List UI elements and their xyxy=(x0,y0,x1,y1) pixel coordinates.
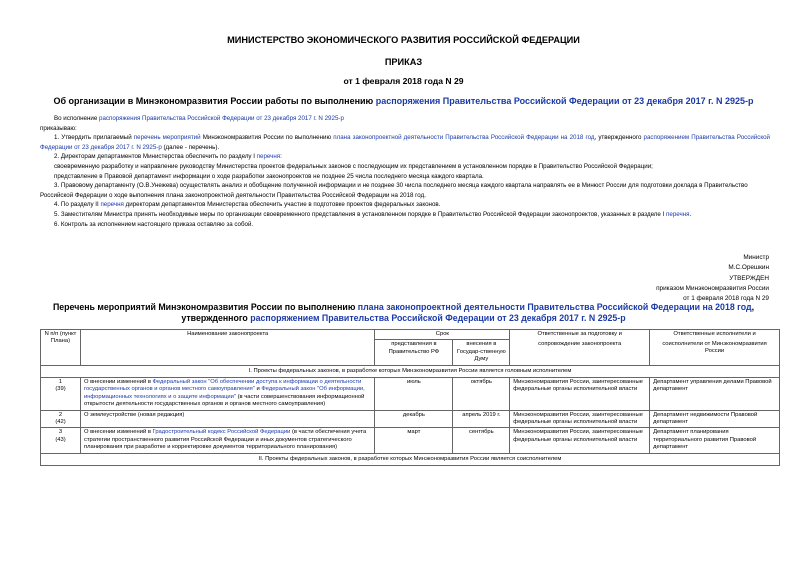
link-list-2[interactable]: перечня xyxy=(256,153,281,161)
num: 3 xyxy=(58,429,63,436)
row-resp: Минэкономразвития России, заинтересованные федеральные органы исполнительной власти xyxy=(510,378,650,411)
th-term-duma: внесения в Государ-ственную Думу xyxy=(453,340,510,365)
text: 2. Директорам департаментов Министерства обеспечить по разделу I xyxy=(54,153,257,161)
th-num: N п/п (пункт Плана) xyxy=(41,330,81,366)
table-row xyxy=(41,410,780,428)
para-2-2: представление в Правовой департамент информации о ходе разработки законопроектов не позднее 25 числа последнего месяца каждого квартала. xyxy=(54,172,484,180)
row-exec: Департамент управления делами Правовой департамент xyxy=(650,378,780,411)
link-code[interactable]: Градостроительный кодекс Российской Федерации xyxy=(152,429,291,436)
link-list-4[interactable]: перечня xyxy=(666,210,690,218)
row-name: О землеустройстве (новая редакция) xyxy=(80,410,374,428)
signature-block xyxy=(519,253,769,304)
para-5 xyxy=(40,210,770,220)
order-title-link[interactable]: распоряжения Правительства Российской Федерации от 23 декабря 2017 г. N 2925-р xyxy=(375,96,754,106)
row-name xyxy=(80,428,374,453)
text: , утвержденного xyxy=(594,134,644,142)
th-exec-top: Ответственные исполнители и xyxy=(650,330,780,340)
th-exec-bottom: соисполнители от Минэкономразвития России xyxy=(650,340,780,365)
sig-line-1: Министр xyxy=(743,254,769,261)
text: О внесении изменений в xyxy=(83,429,153,436)
text: Перечень мероприятий Минэкономразвития России по выполнению xyxy=(52,302,358,312)
link-law-2[interactable]: Федеральный закон "Об информации, информационных технологиях и о защите информации" xyxy=(83,386,365,400)
section-1: I. Проекты федеральных законов, в разработке которых Минэкономразвития России является головным исполнителем xyxy=(41,365,780,377)
th-name: Наименование законопроекта xyxy=(80,330,374,366)
row-resp: Минэкономразвития России, заинтересованные федеральные органы исполнительной власти xyxy=(510,410,650,428)
row-gov: июль xyxy=(375,378,453,411)
row-num xyxy=(41,378,81,411)
num: 2 xyxy=(58,411,63,418)
text: . xyxy=(689,210,692,218)
measures-table xyxy=(40,329,780,466)
text: (далее - перечень). xyxy=(161,143,220,151)
para-1 xyxy=(40,133,770,152)
row-resp: Минэкономразвития России, заинтересованные федеральные органы исполнительной власти xyxy=(510,428,650,453)
link-plan[interactable]: плана законопроектной деятельности Правительства Российской Федерации на 2018 год xyxy=(333,134,595,142)
sig-line-2: М.С.Орешкин xyxy=(728,264,769,272)
text: и xyxy=(254,386,262,393)
para-0b: приказываю: xyxy=(40,124,77,132)
text: директорам департаментов Министерства обеспечить участие в подготовке проектов федеральных законов. xyxy=(123,201,441,209)
section-2: II. Проекты федеральных законов, в разработке которых Минэкономразвития России является соисполнителем xyxy=(41,453,780,465)
section-row-2 xyxy=(41,453,780,465)
section-row-1 xyxy=(41,365,780,377)
row-exec: Департамент планирования территориального развития Правовой департамент xyxy=(650,428,780,453)
text: (в части обеспечения учета стратегии пространственного развития Российской Федерации и иных документов стратегического планирования при разработке и корректировке документов территориального планирования) xyxy=(83,429,367,451)
text: : xyxy=(280,153,282,161)
table-row xyxy=(41,378,780,411)
link-decree-2[interactable]: распоряжением Правительства Российской Федерации от 23 декабря 2017 г. N 2925-р xyxy=(40,134,771,151)
para-2-1: своевременную разработку и направление руководству Министерства проектов федеральных законов с последующим их представлением в установленном порядке в Правительство Российской Федерации; xyxy=(54,162,653,170)
order-body xyxy=(40,114,770,229)
link-law-1[interactable]: Федеральный закон "Об обеспечении доступа к информации о деятельности государственных органов и органов местного самоуправления" xyxy=(83,379,362,393)
plan-ref: (43) xyxy=(55,436,66,443)
ministry-title: МИНИСТЕРСТВО ЭКОНОМИЧЕСКОГО РАЗВИТИЯ РОССИЙСКОЙ ФЕДЕРАЦИИ xyxy=(227,35,580,45)
text: (в части совершенствования информационной открытости деятельности государственных органов и органов местного самоуправления) xyxy=(83,393,365,408)
th-term: Срок xyxy=(375,330,510,340)
row-gov: декабрь xyxy=(375,410,453,428)
table-row xyxy=(41,428,780,453)
order-title-text: Об организации в Минэкономразвития России работы по выполнению xyxy=(53,96,376,106)
link-list[interactable]: перечень мероприятий xyxy=(133,134,201,142)
order-date: от 1 февраля 2018 года N 29 xyxy=(343,76,464,86)
link-list-3[interactable]: перечня xyxy=(100,201,124,209)
row-duma: апрель 2019 г. xyxy=(453,410,510,428)
text: 4. По разделу II xyxy=(54,201,101,209)
row-duma: октябрь xyxy=(453,378,510,411)
num: 1 xyxy=(58,379,63,386)
sig-line-5: от 1 февраля 2018 года N 29 xyxy=(683,295,769,303)
para-3: 3. Правовому департаменту (О.В.Унежева) осуществлять анализ и обобщение полученной информации и не позднее 30 числа последнего месяца каждого квартала направлять ее в Минюст России для подготовки доклада в Правительство Российской Федерации о ходе выполнения плана законопроектной деятельности Правительства Российской Федерации на 2018 год. xyxy=(40,182,748,199)
th-resp-top: Ответственные за подготовку и xyxy=(510,330,650,340)
text: 5. Заместителям Министра принять необходимые меры по организации своевременного представления в установленном порядке в Правительство Российской Федерации законопроектов, указанных в разделе I xyxy=(54,210,667,218)
para-6: 6. Контроль за исполнением настоящего приказа оставляю за собой. xyxy=(54,220,254,228)
list-title xyxy=(0,302,807,324)
row-duma: сентябрь xyxy=(453,428,510,453)
sig-line-3: УТВЕРЖДЕН xyxy=(729,274,769,282)
plan-ref: (42) xyxy=(55,419,66,426)
doc-type: ПРИКАЗ xyxy=(384,57,423,67)
row-num xyxy=(41,428,81,453)
row-gov: март xyxy=(375,428,453,453)
link-decree[interactable]: распоряжения Правительства Российской Федерации от 23 декабря 2017 г. N 2925-р xyxy=(99,115,344,122)
text: утвержденного xyxy=(181,313,251,323)
text: О внесении изменений в xyxy=(83,379,153,386)
table-header-row xyxy=(41,330,780,340)
row-name xyxy=(80,378,374,411)
th-term-gov: представления в Правительство РФ xyxy=(375,340,453,365)
para-0 xyxy=(40,114,770,124)
text: Во исполнение xyxy=(54,115,99,122)
para-2 xyxy=(40,152,770,162)
text: 1. Утвердить прилагаемый xyxy=(54,134,134,142)
para-4 xyxy=(40,200,770,210)
row-num xyxy=(41,410,81,428)
plan-ref: (39) xyxy=(55,386,66,393)
text: Минэкономразвития России по выполнению xyxy=(200,134,334,142)
order-title xyxy=(0,96,807,106)
link-decree-title[interactable]: распоряжением Правительства Российской Федерации от 23 декабря 2017 г. N 2925-р xyxy=(250,313,626,323)
th-resp-bottom: сопровождение законопроекта xyxy=(510,340,650,365)
sig-line-4: приказом Минэкономразвития России xyxy=(656,284,769,292)
row-exec: Департамент недвижимости Правовой департамент xyxy=(650,410,780,428)
text: , xyxy=(751,302,755,312)
link-plan-title[interactable]: плана законопроектной деятельности Правительства Российской Федерации на 2018 год xyxy=(357,302,752,312)
